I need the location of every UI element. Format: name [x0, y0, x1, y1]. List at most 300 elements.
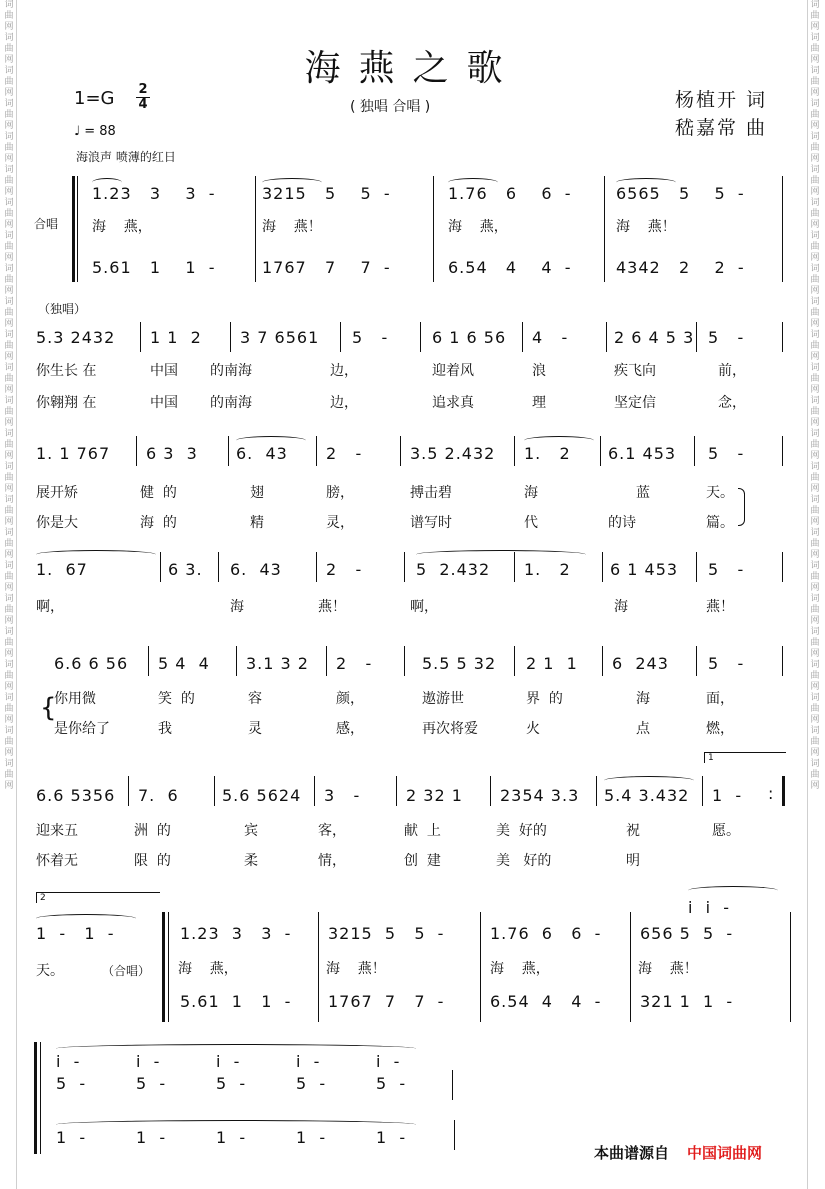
lyrics-l1-m4: 海 燕！	[616, 219, 676, 235]
lyric-l5b-1: 是你给了	[54, 721, 110, 737]
lyric-l3b-8: 篇。	[706, 515, 734, 531]
barline	[514, 646, 515, 676]
time-signature	[136, 83, 150, 112]
watermark-char: 曲	[4, 572, 14, 582]
watermark-char: 网	[4, 715, 14, 725]
lyric-l6a-4: 客，	[318, 823, 346, 839]
side-watermark-right	[807, 0, 822, 1189]
notes-l2-m5: 6 1 6 56	[432, 328, 507, 347]
notes-l7-pre: 1 - 1 -	[36, 924, 115, 943]
notes-l3-m2: 6 3 3	[146, 444, 198, 463]
lyric-l2b-1: 你翱翔 在	[36, 395, 97, 411]
watermark-char: 词	[4, 462, 14, 472]
notes-l3-m5: 3.5 2.432	[410, 444, 496, 463]
barline	[148, 646, 149, 676]
watermark-char: 网	[4, 220, 14, 230]
notes-l3-m8: 5 -	[708, 444, 745, 463]
notes-l3-m7: 6.1 453	[608, 444, 677, 463]
lyric-l5a-7: 海	[636, 691, 650, 707]
notes-l6-m8: 1 -	[712, 786, 743, 805]
lyric-l3a-2: 健 的	[140, 485, 177, 501]
barline	[480, 912, 481, 1022]
notes-upper-m4: 6565 5 5 -	[616, 184, 745, 203]
watermark-char: 词	[810, 726, 820, 736]
watermark-char: 曲	[810, 737, 820, 747]
watermark-char: 词	[810, 297, 820, 307]
watermark-char: 词	[4, 297, 14, 307]
notes-l5-m2: 5 4 4	[158, 654, 210, 673]
barline	[454, 1120, 455, 1150]
notes-l7-lower-m4: 321 1 1 -	[640, 992, 734, 1011]
final-lower-2: 1 -	[136, 1128, 167, 1147]
lyric-l6b-7: 明	[626, 853, 640, 869]
watermark-char: 词	[4, 363, 14, 373]
lyric-l3a-1: 展开矫	[36, 485, 78, 501]
watermark-char: 词	[4, 165, 14, 175]
lyric-l2b-6: 理	[532, 395, 546, 411]
lyric-l6b-6: 美 好的	[496, 853, 552, 869]
watermark-char: 网	[4, 583, 14, 593]
final-lower-5: 1 -	[376, 1128, 407, 1147]
watermark-char: 网	[810, 649, 820, 659]
final-upper-b-1: 5 -	[56, 1074, 87, 1093]
watermark-char: 曲	[4, 44, 14, 54]
watermark-char: 词	[4, 99, 14, 109]
barline	[782, 436, 783, 466]
notes-l4-m7: 6 1 453	[610, 560, 679, 579]
lyric-l7-m1: 海 燕，	[178, 961, 238, 977]
lyric-l2b-5: 追求真	[432, 395, 474, 411]
watermark-char: 曲	[4, 737, 14, 747]
notes-l2-m3: 3 7 6561	[240, 328, 320, 347]
watermark-char: 曲	[4, 77, 14, 87]
notes-l2-m2: 1 1 2	[150, 328, 202, 347]
watermark-char: 词	[4, 561, 14, 571]
notes-upper-m2: 3215 5 5 -	[262, 184, 391, 203]
barline	[782, 646, 783, 676]
notes-l6-m3: 5.6 5624	[222, 786, 302, 805]
chorus-label: 合唱	[34, 217, 59, 231]
watermark-char: 网	[4, 352, 14, 362]
volta-1: 1	[704, 752, 786, 763]
barline	[602, 552, 603, 582]
barline	[214, 776, 215, 806]
watermark-char: 网	[810, 286, 820, 296]
notes-l4-m1: 1. 67	[36, 560, 88, 579]
notes-l4-m6: 1. 2	[524, 560, 571, 579]
watermark-char: 网	[810, 517, 820, 527]
lyric-l3b-4: 灵，	[326, 515, 354, 531]
slur	[236, 436, 306, 445]
lyric-l5a-1: 你用微	[54, 691, 96, 707]
watermark-char: 网	[810, 154, 820, 164]
lyric-l3a-7: 蓝	[636, 485, 650, 501]
final-upper-b-2: 5 -	[136, 1074, 167, 1093]
notes-l5-m5: 5.5 5 32	[422, 654, 497, 673]
watermark-char: 词	[810, 132, 820, 142]
watermark-char: 词	[810, 330, 820, 340]
lyric-l3a-4: 膀，	[326, 485, 354, 501]
lyric-l2a-1: 你生长 在	[36, 363, 97, 379]
watermark-char: 网	[810, 682, 820, 692]
source-footer	[594, 1142, 762, 1163]
barline	[490, 776, 491, 806]
chorus-label-2: （合唱）	[102, 964, 151, 978]
watermark-char: 曲	[810, 473, 820, 483]
lyric-l6a-5: 献 上	[404, 823, 441, 839]
watermark-char: 曲	[810, 275, 820, 285]
notes-l4-m8: 5 -	[708, 560, 745, 579]
slur	[604, 776, 694, 785]
barline	[696, 322, 697, 352]
watermark-char: 曲	[4, 143, 14, 153]
slur	[448, 178, 498, 187]
barline	[782, 176, 783, 282]
watermark-char: 词	[810, 759, 820, 769]
watermark-char: 词	[810, 561, 820, 571]
lyric-l7-m3: 海 燕，	[490, 961, 550, 977]
watermark-char: 词	[4, 132, 14, 142]
lyric-l6b-5: 创 建	[404, 853, 441, 869]
lyric-l7-pre: 天。	[36, 963, 64, 979]
notes-l6-m1: 6.6 5356	[36, 786, 116, 805]
final-lower-1: 1 -	[56, 1128, 87, 1147]
brand-link[interactable]: 中国词曲网	[687, 1144, 763, 1162]
watermark-char: 曲	[810, 374, 820, 384]
watermark-char: 曲	[810, 671, 820, 681]
subtitle: ( 独唱 合唱 )	[350, 99, 431, 115]
watermark-char: 网	[810, 220, 820, 230]
notes-l6-m7: 5.4 3.432	[604, 786, 690, 805]
lyrics-l1-m2: 海 燕！	[262, 219, 322, 235]
barline	[40, 1042, 41, 1154]
barline	[314, 776, 315, 806]
watermark-char: 词	[4, 660, 14, 670]
barline	[696, 552, 697, 582]
lyric-l5a-4: 颜，	[336, 691, 364, 707]
barline	[606, 322, 607, 352]
barline	[236, 646, 237, 676]
watermark-char: 曲	[810, 143, 820, 153]
watermark-char: 网	[4, 616, 14, 626]
watermark-char: 网	[4, 319, 14, 329]
watermark-char: 曲	[4, 671, 14, 681]
watermark-char: 曲	[4, 539, 14, 549]
lyric-l2a-5: 迎着风	[432, 363, 474, 379]
watermark-char: 网	[810, 22, 820, 32]
solo-label: （独唱）	[38, 302, 87, 316]
watermark-char: 网	[810, 715, 820, 725]
credits	[675, 86, 767, 142]
watermark-char: 曲	[4, 308, 14, 318]
watermark-char: 词	[4, 627, 14, 637]
lyric-l3b-6: 代	[524, 515, 538, 531]
notes-l3-m3: 6. 43	[236, 444, 288, 463]
slur	[688, 886, 778, 895]
barline	[230, 322, 231, 352]
lyric-l6b-3: 柔	[244, 853, 258, 869]
watermark-char: 词	[810, 165, 820, 175]
watermark-char: 曲	[810, 242, 820, 252]
watermark-char: 网	[810, 451, 820, 461]
watermark-char: 网	[4, 385, 14, 395]
lyric-l6a-6: 美 好的	[496, 823, 547, 839]
watermark-char: 网	[4, 418, 14, 428]
watermark-char: 曲	[810, 440, 820, 450]
watermark-char: 网	[4, 253, 14, 263]
notes-l7-top: i i -	[688, 898, 731, 917]
watermark-char: 词	[810, 495, 820, 505]
watermark-char: 曲	[810, 77, 820, 87]
notes-l4-m5: 5 2.432	[416, 560, 491, 579]
barline	[316, 552, 317, 582]
notes-l7-upper-m3: 1.76 6 6 -	[490, 924, 602, 943]
notes-l7-lower-m3: 6.54 4 4 -	[490, 992, 602, 1011]
watermark-char: 曲	[4, 473, 14, 483]
source-text: 本曲谱源自	[594, 1144, 670, 1162]
watermark-char: 网	[810, 88, 820, 98]
notes-l5-m4: 2 -	[336, 654, 373, 673]
notes-l3-m4: 2 -	[326, 444, 363, 463]
lyric-l7-m2: 海 燕！	[326, 961, 386, 977]
key-signature: 1=G	[74, 88, 115, 109]
watermark-char: 词	[4, 495, 14, 505]
watermark-char: 网	[810, 583, 820, 593]
lyric-l2b-2: 中国	[150, 395, 178, 411]
composer: 嵇嘉常 曲	[675, 117, 768, 139]
watermark-char: 词	[4, 759, 14, 769]
barline	[316, 436, 317, 466]
watermark-char: 词	[810, 66, 820, 76]
notes-l3-m6: 1. 2	[524, 444, 571, 463]
watermark-char: 曲	[810, 539, 820, 549]
lyric-l4-5: 啊，	[410, 599, 438, 615]
notes-l4-m3: 6. 43	[230, 560, 282, 579]
lyric-l6a-1: 迎来五	[36, 823, 78, 839]
notes-l5-m1: 6.6 6 56	[54, 654, 129, 673]
lyric-l4-7: 海	[614, 599, 628, 615]
barline	[604, 176, 605, 282]
lyric-l4-3: 海	[230, 599, 244, 615]
watermark-char: 词	[810, 627, 820, 637]
watermark-char: 曲	[810, 638, 820, 648]
watermark-char: 词	[4, 528, 14, 538]
barline	[433, 176, 434, 282]
watermark-char: 网	[810, 484, 820, 494]
barline	[396, 776, 397, 806]
watermark-char: 词	[810, 429, 820, 439]
watermark-char: 曲	[4, 110, 14, 120]
lyric-l2b-7: 坚定信	[614, 395, 656, 411]
barline	[696, 646, 697, 676]
watermark-char: 曲	[810, 704, 820, 714]
lyric-l5a-2: 笑 的	[158, 691, 195, 707]
watermark-char: 网	[810, 418, 820, 428]
verse-brace: {	[40, 693, 57, 723]
watermark-char: 曲	[810, 407, 820, 417]
lyric-l3a-3: 翅	[250, 485, 264, 501]
watermark-char: 词	[4, 231, 14, 241]
slur	[36, 550, 156, 559]
barline	[782, 552, 783, 582]
tempo-mark: ♩ = 88	[74, 124, 116, 139]
watermark-char: 曲	[4, 11, 14, 21]
watermark-char: 词	[4, 264, 14, 274]
watermark-char: 词	[4, 33, 14, 43]
barline	[128, 776, 129, 806]
watermark-char: 网	[4, 187, 14, 197]
watermark-char: 词	[810, 33, 820, 43]
notes-l6-m2: 7. 6	[138, 786, 179, 805]
lyric-l7-m4: 海 燕！	[638, 961, 698, 977]
watermark-char: 曲	[4, 341, 14, 351]
watermark-char: 曲	[810, 44, 820, 54]
final-upper-b-3: 5 -	[216, 1074, 247, 1093]
watermark-char: 词	[810, 231, 820, 241]
watermark-char: 网	[4, 484, 14, 494]
final-lower-4: 1 -	[296, 1128, 327, 1147]
watermark-char: 网	[810, 352, 820, 362]
final-lower-3: 1 -	[216, 1128, 247, 1147]
barline	[602, 646, 603, 676]
barline	[702, 776, 703, 806]
watermark-char: 网	[4, 649, 14, 659]
watermark-char: 网	[4, 451, 14, 461]
final-upper-a-5: i -	[376, 1052, 401, 1071]
lyric-l2a-6: 浪	[532, 363, 546, 379]
watermark-char: 网	[810, 55, 820, 65]
volta-2: 2	[36, 892, 160, 903]
lyric-l5a-8: 面，	[706, 691, 734, 707]
tie	[56, 1120, 416, 1129]
lyric-l3a-5: 搏击碧	[410, 485, 452, 501]
lyric-l4-4: 燕！	[318, 599, 346, 615]
watermark-char: 网	[810, 550, 820, 560]
notes-l5-m7: 6 243	[612, 654, 669, 673]
watermark-char: 网	[4, 682, 14, 692]
watermark-char: 词	[4, 594, 14, 604]
barline	[77, 176, 78, 282]
watermark-char: 词	[810, 363, 820, 373]
watermark-char: 词	[4, 693, 14, 703]
lyric-l3b-5: 谱写时	[410, 515, 452, 531]
lyrics-l1-m1: 海 燕，	[92, 219, 152, 235]
lyric-l3a-6: 海	[524, 485, 538, 501]
barline	[514, 436, 515, 466]
barline	[140, 322, 141, 352]
notes-lower-m2: 1767 7 7 -	[262, 258, 391, 277]
watermark-char: 词	[810, 99, 820, 109]
lyric-l3a-8: 天。	[706, 485, 734, 501]
watermark-char: 曲	[810, 176, 820, 186]
notes-l6-m6: 2354 3.3	[500, 786, 580, 805]
lyric-l2b-8: 念，	[718, 395, 746, 411]
lyric-l2a-8: 前，	[718, 363, 746, 379]
watermark-char: 网	[4, 22, 14, 32]
watermark-char: 曲	[4, 242, 14, 252]
lyric-l5a-3: 容	[248, 691, 262, 707]
final-upper-a-2: i -	[136, 1052, 161, 1071]
watermark-char: 网	[4, 121, 14, 131]
watermark-char: 网	[810, 781, 820, 791]
lyric-l6a-2: 洲 的	[134, 823, 171, 839]
barline	[522, 322, 523, 352]
watermark-char: 曲	[810, 209, 820, 219]
notes-l7-upper-m1: 1.23 3 3 -	[180, 924, 292, 943]
lyric-l5b-3: 灵	[248, 721, 262, 737]
barline	[255, 176, 256, 282]
notes-upper-m3: 1.76 6 6 -	[448, 184, 572, 203]
notes-l5-m6: 2 1 1	[526, 654, 578, 673]
notes-l6-m5: 2 32 1	[406, 786, 463, 805]
lyric-l5b-6: 火	[526, 721, 540, 737]
barline	[404, 552, 405, 582]
slur	[36, 914, 136, 923]
barline	[160, 552, 161, 582]
watermark-char: 网	[4, 781, 14, 791]
watermark-char: 曲	[810, 308, 820, 318]
final-upper-a-1: i -	[56, 1052, 81, 1071]
lyric-l5a-5: 遨游世	[422, 691, 464, 707]
lyric-l3b-2: 海 的	[140, 515, 177, 531]
watermark-char: 网	[4, 550, 14, 560]
watermark-char: 词	[810, 594, 820, 604]
notes-l2-m1: 5.3 2432	[36, 328, 116, 347]
watermark-char: 词	[4, 330, 14, 340]
repeat-bracket	[738, 488, 745, 526]
system-bracket	[162, 912, 165, 1022]
watermark-char: 词	[810, 528, 820, 538]
slur	[262, 178, 322, 187]
barline	[326, 646, 327, 676]
watermark-char: 网	[4, 517, 14, 527]
lyric-l6a-3: 宾	[244, 823, 258, 839]
final-upper-b-4: 5 -	[296, 1074, 327, 1093]
notes-l4-m2: 6 3.	[168, 560, 203, 579]
notes-l7-upper-m2: 3215 5 5 -	[328, 924, 445, 943]
time-signature-top: 2	[138, 82, 148, 97]
notes-l5-m8: 5 -	[708, 654, 745, 673]
barline	[452, 1070, 453, 1100]
barline	[630, 912, 631, 1022]
slur	[616, 178, 676, 187]
watermark-char: 词	[4, 0, 14, 10]
song-title: 海燕之歌	[304, 48, 521, 89]
lyrics-l1-m3: 海 燕，	[448, 219, 508, 235]
watermark-char: 词	[810, 0, 820, 10]
watermark-char: 曲	[4, 209, 14, 219]
lyric-l2a-3: 的南海	[210, 363, 252, 379]
watermark-char: 曲	[4, 176, 14, 186]
barline	[790, 912, 791, 1022]
barline	[400, 436, 401, 466]
watermark-char: 曲	[810, 506, 820, 516]
watermark-char: 曲	[810, 770, 820, 780]
watermark-char: 网	[4, 88, 14, 98]
barline	[218, 552, 219, 582]
repeat-barline	[782, 776, 785, 806]
time-signature-bottom: 4	[138, 97, 148, 112]
notes-l7-lower-m2: 1767 7 7 -	[328, 992, 445, 1011]
lyricist: 杨植开 词	[675, 89, 768, 111]
lyric-l5b-8: 燃，	[706, 721, 734, 737]
watermark-char: 曲	[4, 605, 14, 615]
notes-l7-upper-m4: 656 5 5 -	[640, 924, 734, 943]
lyric-l4-8: 燕！	[706, 599, 734, 615]
watermark-char: 词	[4, 66, 14, 76]
lyric-l5b-5: 再次将爱	[422, 721, 478, 737]
notes-upper-m1: 1.23 3 3 -	[92, 184, 216, 203]
